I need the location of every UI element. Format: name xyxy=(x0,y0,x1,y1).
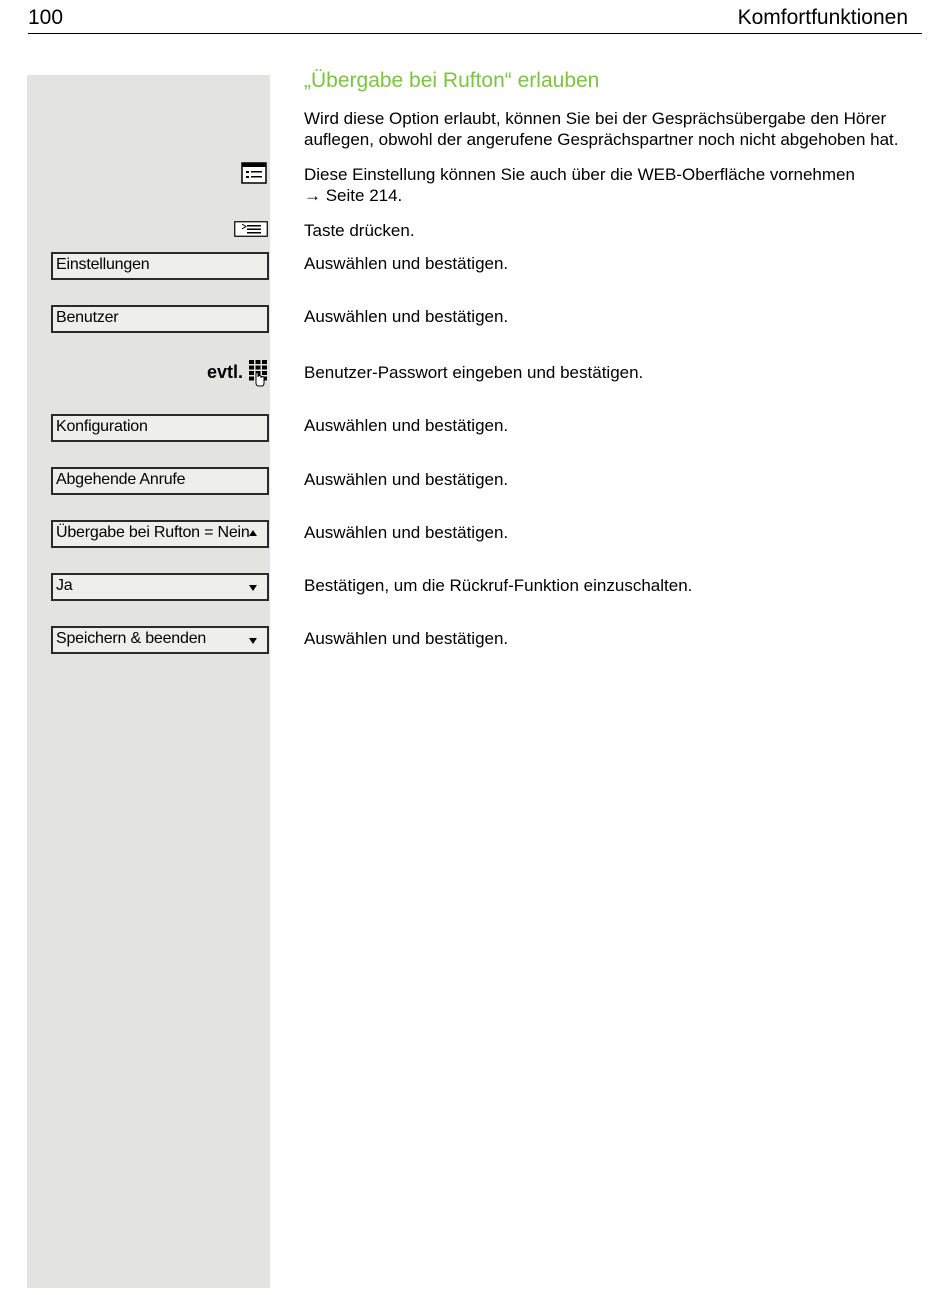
step-text: Auswählen und bestätigen. xyxy=(304,523,509,542)
menu-option-speichern-beenden[interactable] xyxy=(51,626,269,654)
menu-option-label: Konfiguration xyxy=(56,418,148,435)
web-text-line-1: Diese Einstellung können Sie auch über die WEB-Oberfläche vornehmen xyxy=(304,165,855,184)
menu-option-label: Speichern & beenden xyxy=(56,630,207,647)
menu-key-icon xyxy=(234,221,268,242)
section-heading: „Übergabe bei Rufton“ erlauben xyxy=(304,69,600,92)
step-text: Auswählen und bestätigen. xyxy=(304,470,509,489)
menu-option-label: Ja xyxy=(56,577,73,594)
step-text: Bestätigen, um die Rückruf-Funktion einzuschalten. xyxy=(304,576,693,595)
intro-text-line-1: Wird diese Option erlaubt, können Sie bei der Gesprächsübergabe den Hörer xyxy=(304,109,887,128)
menu-option-label: Benutzer xyxy=(56,309,119,326)
step-text: Auswählen und bestätigen. xyxy=(304,254,509,273)
menu-option-label: Übergabe bei Rufton = Nein xyxy=(56,524,250,541)
menu-option-ja[interactable] xyxy=(51,573,269,601)
chapter-title: Komfortfunktionen xyxy=(737,6,908,29)
web-interface-icon xyxy=(241,162,267,189)
step-text: Auswählen und bestätigen. xyxy=(304,629,509,648)
step-text: Taste drücken. xyxy=(304,221,415,240)
web-text-line-2: → Seite 214. xyxy=(304,186,403,205)
menu-option-benutzer[interactable] xyxy=(51,305,269,333)
step-text: Auswählen und bestätigen. xyxy=(304,416,509,435)
page-number: 100 xyxy=(28,6,64,29)
keypad-icon xyxy=(247,358,269,393)
scroll-down-arrow-icon xyxy=(249,585,257,591)
menu-option-uebergabe-bei-rufton[interactable] xyxy=(51,520,269,548)
menu-option-label: Abgehende Anrufe xyxy=(56,471,186,488)
intro-text-line-2: auflegen, obwohl der angerufene Gesprächspartner noch nicht abgehoben hat. xyxy=(304,130,899,149)
menu-option-label: Einstellungen xyxy=(56,256,150,273)
menu-option-einstellungen[interactable] xyxy=(51,252,269,280)
step-text: Benutzer-Passwort eingeben und bestätigen. xyxy=(304,363,644,382)
menu-option-konfiguration[interactable] xyxy=(51,414,269,442)
header-divider xyxy=(28,33,922,34)
menu-option-abgehende-anrufe[interactable] xyxy=(51,467,269,495)
step-text: Auswählen und bestätigen. xyxy=(304,307,509,326)
optional-label: evtl. xyxy=(206,362,243,382)
scroll-down-arrow-icon xyxy=(249,638,257,644)
scroll-up-arrow-icon xyxy=(249,530,257,536)
